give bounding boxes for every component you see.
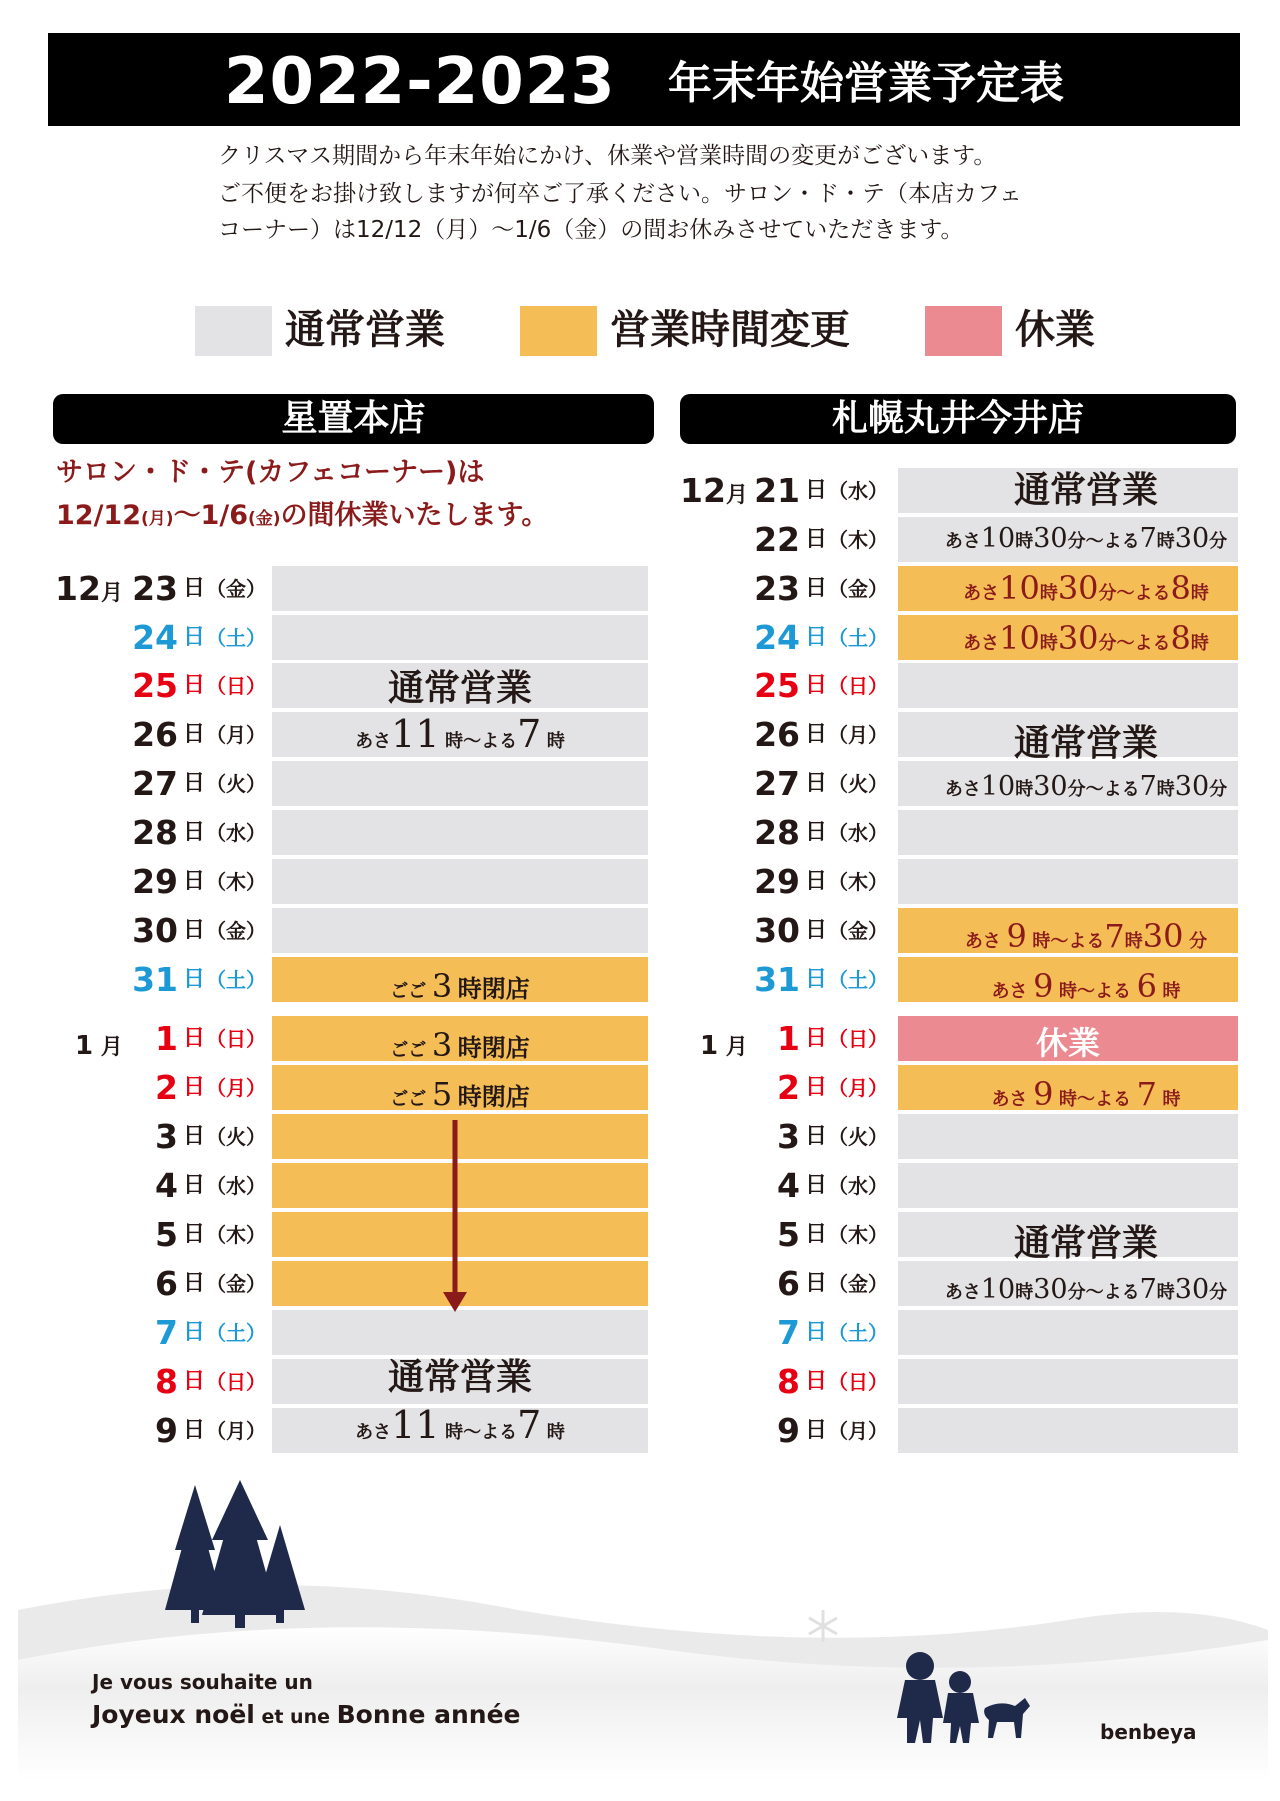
date-weekday: （土）: [206, 968, 266, 992]
snowflake-icon: [805, 1608, 841, 1644]
schedule-cell: [898, 859, 1238, 904]
date-weekday: （金）: [828, 1272, 888, 1296]
date-day-unit: 日: [805, 771, 828, 796]
date-number: 1: [777, 1019, 800, 1058]
date-day-unit: 日: [183, 771, 206, 796]
date-weekday: （日）: [206, 1027, 266, 1051]
date-weekday: （水）: [828, 1174, 888, 1198]
date-number: 2: [777, 1068, 800, 1107]
right-normal1-title: 通常営業: [1013, 470, 1158, 511]
right-normal3-title: 通常営業: [1013, 1223, 1158, 1264]
date-day-unit: 日: [805, 673, 828, 698]
intro-line-3: コーナー）は12/12（月）～1/6（金）の間お休みさせていただきます。: [218, 217, 964, 243]
date-number: 8: [155, 1362, 178, 1401]
date-day-unit: 日: [183, 625, 206, 650]
left-normal-title: 通常営業: [387, 668, 532, 709]
schedule-cell: [272, 761, 648, 806]
date-day-unit: 日: [183, 576, 206, 601]
date-day-unit: 日: [805, 722, 828, 747]
left-normal2-title: 通常営業: [387, 1357, 532, 1398]
date-number: 7: [155, 1313, 178, 1352]
intro-line-1: クリスマス期間から年末年始にかけ、休業や営業時間の変更がございます。: [218, 143, 997, 169]
date-day-unit: 日: [183, 1271, 206, 1296]
pine-trees-icon: [150, 1480, 320, 1630]
footer-line-1: Je vous souhaite un: [92, 1670, 313, 1694]
date-weekday: （木）: [828, 870, 888, 894]
right-jan2-hours: あさ 9 時～よる 7 時: [991, 1075, 1181, 1113]
intro-line-2: ご不便をお掛け致しますが何卒ご了承ください。サロン・ド・テ（本店カフェ: [218, 181, 1022, 207]
right-jan1-closed: 休業: [1035, 1024, 1100, 1062]
date-day-unit: 日: [183, 869, 206, 894]
date-day-unit: 日: [805, 1418, 828, 1443]
store-header-left: 星置本店: [53, 394, 654, 444]
date-number: 3: [777, 1117, 800, 1156]
right-month-jan: 1 月: [700, 1031, 748, 1061]
date-weekday: （月）: [206, 1076, 266, 1100]
date-number: 6: [155, 1264, 178, 1303]
cafe-notice-line-2: 12/12(月)～1/6(金)の間休業いたします。: [56, 500, 549, 531]
date-weekday: （木）: [828, 1223, 888, 1247]
date-weekday: （水）: [828, 821, 888, 845]
schedule-cell: [272, 1310, 648, 1355]
date-weekday: （日）: [828, 1370, 888, 1394]
date-weekday: （月）: [828, 1419, 888, 1443]
date-weekday: （土）: [828, 626, 888, 650]
date-number: 8: [777, 1362, 800, 1401]
date-number: 28: [132, 813, 178, 852]
right-normal2-hours: あさ10時30分～よる7時30分: [944, 771, 1228, 802]
date-day-unit: 日: [805, 625, 828, 650]
date-weekday: （火）: [206, 772, 266, 796]
schedule-cell: [898, 1408, 1238, 1453]
schedule-cell: [898, 663, 1238, 708]
date-day-unit: 日: [805, 1124, 828, 1149]
children-and-dog-silhouette-icon: [885, 1648, 1035, 1748]
left-jan2-hours: ごご 5 時閉店: [390, 1075, 530, 1113]
date-number: 25: [754, 666, 800, 705]
date-number: 31: [132, 960, 178, 999]
footer-line-2: Joyeux noël et une Bonne année: [92, 1700, 521, 1729]
date-weekday: （火）: [206, 1125, 266, 1149]
date-number: 28: [754, 813, 800, 852]
date-number: 22: [754, 520, 800, 559]
left-jan1-hours: ごご 3 時閉店: [390, 1026, 530, 1064]
date-day-unit: 日: [805, 1271, 828, 1296]
date-day-unit: 日: [183, 673, 206, 698]
legend-label-normal: 通常営業: [285, 307, 445, 353]
date-weekday: （土）: [828, 968, 888, 992]
right-dec24-hours: あさ10時30分～よる8時: [963, 619, 1209, 657]
date-number: 26: [754, 715, 800, 754]
right-dec31-hours: あさ 9 時～よる 6 時: [991, 967, 1181, 1005]
date-day-unit: 日: [805, 576, 828, 601]
date-number: 29: [132, 862, 178, 901]
date-day-unit: 日: [805, 820, 828, 845]
date-number: 23: [754, 569, 800, 608]
date-weekday: （火）: [828, 1125, 888, 1149]
date-weekday: （火）: [828, 772, 888, 796]
date-number: 6: [777, 1264, 800, 1303]
date-number: 31: [754, 960, 800, 999]
date-weekday: （水）: [206, 821, 266, 845]
schedule-cell: [272, 566, 648, 611]
left-month-jan: 1 月: [75, 1031, 123, 1061]
date-weekday: （月）: [206, 723, 266, 747]
date-weekday: （日）: [828, 1027, 888, 1051]
continuation-arrow-icon: [440, 1120, 470, 1315]
date-number: 9: [777, 1411, 800, 1450]
date-weekday: （金）: [206, 919, 266, 943]
store-header-right: 札幌丸井今井店: [680, 394, 1236, 444]
date-day-unit: 日: [805, 1222, 828, 1247]
date-day-unit: 日: [183, 918, 206, 943]
date-weekday: （月）: [828, 723, 888, 747]
date-day-unit: 日: [183, 722, 206, 747]
right-month-dec: 12月: [680, 471, 748, 510]
date-number: 9: [155, 1411, 178, 1450]
date-day-unit: 日: [805, 1173, 828, 1198]
date-day-unit: 日: [183, 820, 206, 845]
date-number: 29: [754, 862, 800, 901]
right-normal2-title: 通常営業: [1013, 723, 1158, 764]
schedule-cell: [272, 810, 648, 855]
date-day-unit: 日: [805, 967, 828, 992]
date-day-unit: 日: [183, 1173, 206, 1198]
date-day-unit: 日: [183, 1075, 206, 1100]
date-day-unit: 日: [183, 1320, 206, 1345]
legend-swatch-changed: [520, 306, 597, 356]
date-number: 5: [155, 1215, 178, 1254]
date-day-unit: 日: [805, 1075, 828, 1100]
date-day-unit: 日: [805, 478, 828, 503]
date-weekday: （日）: [828, 674, 888, 698]
date-weekday: （月）: [206, 1419, 266, 1443]
date-weekday: （木）: [828, 528, 888, 552]
left-normal2-hours: あさ11 時～よる7 時: [355, 1403, 565, 1447]
date-number: 1: [155, 1019, 178, 1058]
date-weekday: （日）: [206, 674, 266, 698]
date-day-unit: 日: [805, 1369, 828, 1394]
date-weekday: （木）: [206, 1223, 266, 1247]
date-day-unit: 日: [805, 1320, 828, 1345]
date-number: 25: [132, 666, 178, 705]
right-dec30-hours: あさ 9 時～よる7時30 分: [964, 917, 1208, 955]
date-weekday: （金）: [828, 919, 888, 943]
date-weekday: （金）: [206, 577, 266, 601]
date-weekday: （金）: [828, 577, 888, 601]
date-weekday: （土）: [206, 1321, 266, 1345]
date-number: 21: [754, 471, 800, 510]
schedule-cell: [272, 859, 648, 904]
date-number: 3: [155, 1117, 178, 1156]
schedule-cell: [272, 908, 648, 953]
date-number: 26: [132, 715, 178, 754]
date-day-unit: 日: [183, 1369, 206, 1394]
date-weekday: （金）: [206, 1272, 266, 1296]
right-normal3-hours: あさ10時30分～よる7時30分: [944, 1274, 1228, 1305]
date-weekday: （木）: [206, 870, 266, 894]
legend-swatch-closed: [925, 306, 1002, 356]
date-day-unit: 日: [183, 967, 206, 992]
date-number: 5: [777, 1215, 800, 1254]
date-weekday: （水）: [206, 1174, 266, 1198]
date-number: 4: [155, 1166, 178, 1205]
schedule-cell: [898, 810, 1238, 855]
date-day-unit: 日: [183, 1222, 206, 1247]
date-weekday: （日）: [206, 1370, 266, 1394]
date-day-unit: 日: [805, 527, 828, 552]
date-weekday: （土）: [206, 626, 266, 650]
legend-label-closed: 休業: [1015, 307, 1095, 353]
date-number: 30: [754, 911, 800, 950]
left-month-dec: 12月: [55, 569, 123, 608]
date-day-unit: 日: [183, 1026, 206, 1051]
date-number: 27: [132, 764, 178, 803]
date-day-unit: 日: [805, 869, 828, 894]
left-dec31-hours: ごご 3 時閉店: [390, 967, 530, 1005]
date-number: 23: [132, 569, 178, 608]
date-number: 7: [777, 1313, 800, 1352]
left-normal-hours: あさ11 時～よる7 時: [355, 712, 565, 756]
brand-name: benbeya: [1100, 1720, 1197, 1744]
date-number: 24: [132, 618, 178, 657]
date-number: 2: [155, 1068, 178, 1107]
date-day-unit: 日: [805, 1026, 828, 1051]
title-year: 2022-2023: [224, 45, 616, 119]
date-number: 30: [132, 911, 178, 950]
schedule-cell: [898, 1359, 1238, 1404]
date-weekday: （月）: [828, 1076, 888, 1100]
date-number: 4: [777, 1166, 800, 1205]
right-dec23-hours: あさ10時30分～よる8時: [963, 569, 1209, 607]
date-weekday: （土）: [828, 1321, 888, 1345]
schedule-cell: [272, 615, 648, 660]
date-day-unit: 日: [183, 1418, 206, 1443]
date-number: 27: [754, 764, 800, 803]
legend-label-changed: 営業時間変更: [610, 307, 850, 353]
date-day-unit: 日: [805, 918, 828, 943]
cafe-notice-line-1: サロン・ド・テ(カフェコーナー)は: [56, 457, 485, 488]
right-dec22-hours: あさ10時30分～よる7時30分: [944, 523, 1228, 554]
title-label: 年末年始営業予定表: [668, 58, 1064, 109]
schedule-cell: [898, 1310, 1238, 1355]
schedule-cell: [898, 1163, 1238, 1208]
schedule-cell: [898, 1114, 1238, 1159]
date-weekday: （水）: [828, 479, 888, 503]
legend-swatch-normal: [195, 306, 272, 356]
date-number: 24: [754, 618, 800, 657]
date-day-unit: 日: [183, 1124, 206, 1149]
